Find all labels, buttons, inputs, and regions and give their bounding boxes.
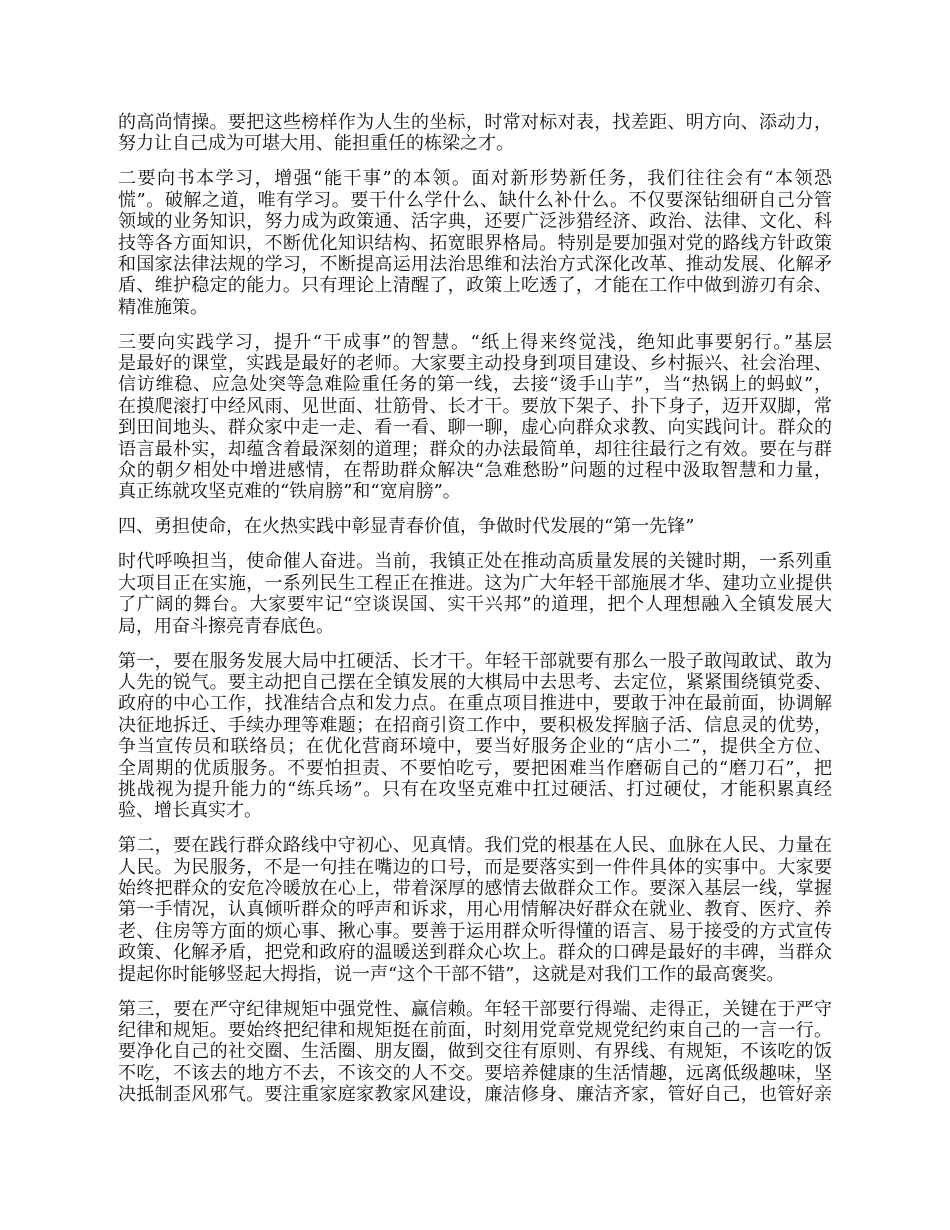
paragraph [118,112,832,155]
text-line: 纪律和规矩。要始终把纪律和规矩挺在前面，时刻用党章党规党纪约束自己的一言一行。 [118,1020,832,1041]
text-line: 验、增长真实才。 [118,800,262,822]
text-line: 到田间地头、群众家中走一走、看一看、聊一聊，虚心向群众求教、向实践问计。群众的 [118,417,832,439]
text-line: 众的朝夕相处中增进感情，在帮助群众解决“急难愁盼”问题的过程中汲取智慧和力量， [118,460,832,482]
section-heading [118,516,832,537]
paragraph [118,332,832,503]
text-line: 局，用奋斗擦亮青春底色。 [118,615,334,637]
text-line: 决抵制歪风邪气。要注重家庭家教家风建设，廉洁修身、廉洁齐家，管好自己，也管好亲 [118,1084,832,1106]
text-line: 全周期的优质服务。不要怕担责、不要怕吃亏，要把困难当作磨砺自己的“磨刀石”，把 [118,757,832,779]
text-line: 信访维稳、应急处突等急难险重任务的第一线，去接“烫手山芋”，当“热锅上的蚂蚁”， [118,374,832,396]
text-line: 是最好的课堂，实践是最好的老师。大家要主动投身到项目建设、乡村振兴、社会治理、 [118,353,832,375]
text-line: 和国家法律法规的学习，不断提高运用法治思维和法治方式深化改革、推动发展、化解矛 [118,253,832,275]
text-line: 在摸爬滚打中经风雨、见世面、壮筋骨、长才干。要放下架子、扑下身子，迈开双脚，常 [118,395,832,417]
paragraph [118,168,832,318]
text-line: 技等各方面知识，不断优化知识结构、拓宽眼界格局。特别是要加强对党的路线方针政策 [118,232,832,254]
text-line: 慌”。破解之道，唯有学习。要干什么学什么、缺什么补什么。不仅要深钻细研自己分管 [118,189,832,211]
text-line: 人先的锐气。要主动把自己摆在全镇发展的大棋局中去思考、去定位，紧紧围绕镇党委、 [118,671,832,693]
paragraph [118,999,832,1106]
text-line: 政策、化解矛盾，把党和政府的温暖送到群众心坎上。群众的口碑是最好的丰碑，当群众 [118,942,832,964]
text-line: 三要向实践学习，提升“干成事”的智慧。“纸上得来终觉浅，绝知此事要躬行。”基层 [118,331,832,353]
text-line: 要净化自己的社交圈、生活圈、朋友圈，做到交往有原则、有界线、有规矩，不该吃的饭 [118,1041,832,1063]
text-line: 决征地拆迁、手续办理等难题；在招商引资工作中，要积极发挥脑子活、信息灵的优势， [118,714,832,736]
text-line: 时代呼唤担当，使命催人奋进。当前，我镇正处在推动高质量发展的关键时期，一系列重 [118,551,832,573]
text-line: 老、住房等方面的烦心事、揪心事。要善于运用群众听得懂的语言、易于接受的方式宣传 [118,920,832,942]
text-line: 第一，要在服务发展大局中扛硬活、长才干。年轻干部就要有那么一股子敢闯敢试、敢为 [118,650,832,672]
paragraph [118,551,832,637]
text-line: 四、勇担使命，在火热实践中彰显青春价值，争做时代发展的“第一先锋” [118,516,695,538]
text-line: 盾、维护稳定的能力。只有理论上清醒了，政策上吃透了，才能在工作中做到游刃有余、 [118,275,832,297]
text-line: 不吃，不该去的地方不去，不该交的人不交。要培养健康的生活情趣，远离低级趣味，坚 [118,1062,832,1084]
text-line: 领域的业务知识，努力成为政策通、活字典，还要广泛涉猎经济、政治、法律、文化、科 [118,211,832,233]
text-line: 提起你时能够竖起大拇指，说一声“这个干部不错”，这就是对我们工作的最高褒奖。 [118,963,785,985]
text-line: 政府的中心工作，找准结合点和发力点。在重点项目推进中，要敢于冲在最前面，协调解 [118,693,832,715]
paragraph [118,835,832,985]
text-line: 大项目正在实施，一系列民生工程正在推进。这为广大年轻干部施展才华、建功立业提供 [118,572,832,594]
text-line: 真正练就攻坚克难的“铁肩膀”和“宽肩膀”。 [118,481,461,503]
paragraph [118,651,832,822]
text-line: 的高尚情操。要把这些榜样作为人生的坐标，时常对标对表，找差距、明方向、添动力， [118,112,832,133]
text-line: 挑战视为提升能力的“练兵场”。只有在攻坚克难中扛过硬活、打过硬仗，才能积累真经 [118,778,832,800]
text-line: 人民。为民服务，不是一句挂在嘴边的口号，而是要落实到一件件具体的实事中。大家要 [118,856,832,878]
text-line: 语言最朴实，却蕴含着最深刻的道理；群众的办法最简单，却往往最行之有效。要在与群 [118,438,832,460]
text-line: 争当宣传员和联络员；在优化营商环境中，要当好服务企业的“店小二”，提供全方位、 [118,736,832,758]
text-line: 精准施策。 [118,296,208,318]
text-line: 第三，要在严守纪律规矩中强党性、赢信赖。年轻干部要行得端、走得正，关键在于严守 [118,998,832,1020]
text-line: 了广阔的舞台。大家要牢记“空谈误国、实干兴邦”的道理，把个人理想融入全镇发展大 [118,594,832,616]
text-line: 始终把群众的安危冷暖放在心上，带着深厚的感情去做群众工作。要深入基层一线，掌握 [118,878,832,900]
text-line: 努力让自己成为可堪大用、能担重任的栋梁之才。 [118,133,514,155]
document-page [118,112,832,1119]
text-line: 第一手情况，认真倾听群众的呼声和诉求，用心用情解决好群众在就业、教育、医疗、养 [118,899,832,921]
text-line: 二要向书本学习，增强“能干事”的本领。面对新形势新任务，我们往往会有“本领恐 [118,168,832,190]
text-line: 第二，要在践行群众路线中守初心、见真情。我们党的根基在人民、血脉在人民、力量在 [118,835,832,857]
